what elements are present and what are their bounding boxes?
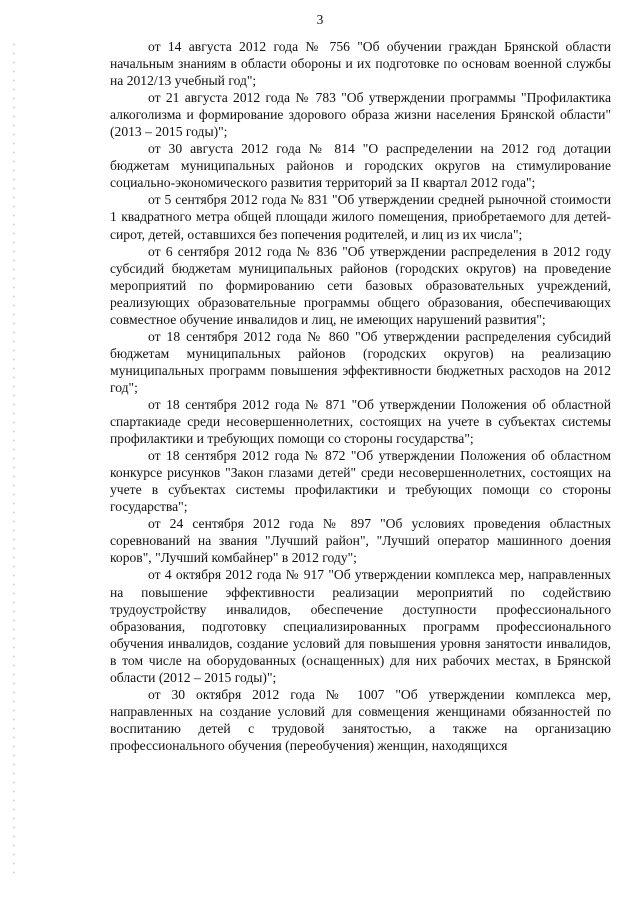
page-number: 3: [316, 12, 324, 27]
decree-item: от 30 августа 2012 года № 814 "О распределении на 2012 год дотации бюджетам муниципальных районов и городских округов на стимулирование социально-экономического развития территорий за II квартал 2012 года";: [110, 141, 611, 191]
decree-item: от 4 октября 2012 года № 917 "Об утверждении комплекса мер, направленных на повышение эффективности реализации мероприятий по содействию трудоустройству инвалидов, обеспечение доступности профессионального образования, подготовку специализированных программ профессионального обучения инвалидов, создание условий для повышения уровня занятости инвалидов, в том числе на оборудованных (оснащенных) для них рабочих местах, в Брянской области (2012 – 2015 годы)";: [110, 567, 611, 685]
decree-item: от 5 сентября 2012 года № 831 "Об утверждении средней рыночной стоимости 1 квадратного метра общей площади жилого помещения, приобретаемого для детей-сирот, детей, оставшихся без попечения родителей, и лиц из их числа";: [110, 192, 611, 242]
decree-item: от 24 сентября 2012 года № 897 "Об условиях проведения областных соревнований на звания "Лучший район", "Лучший оператор машинного доения коров", "Лучший комбайнер" в 2012 году";: [110, 516, 611, 566]
scan-edge-artifact: [12, 40, 16, 880]
decree-item: от 18 сентября 2012 года № 860 "Об утверждении распределения субсидий бюджетам муниципальных районов (городских округов) на реализацию муниципальных программ повышения эффективности бюджетных расходов на 2012 год";: [110, 328, 611, 395]
decree-item: от 30 октября 2012 года № 1007 "Об утверждении комплекса мер, направленных на создание условий для совмещения женщинами обязанностей по воспитанию детей с трудовой занятостью, а также на организацию профессионального обучения (переобучения) женщин, находящихся: [110, 686, 611, 753]
decree-item: от 21 августа 2012 года № 783 "Об утверждении программы "Профилактика алкоголизма и формирование здорового образа жизни населения Брянской области" (2013 – 2015 годы)";: [110, 90, 611, 140]
decree-item: от 18 сентября 2012 года № 872 "Об утверждении Положения об областном конкурсе рисунков "Закон глазами детей" среди несовершеннолетних, состоящих на учете в субъектах системы профилактики и требующих помощи со стороны государства";: [110, 448, 611, 515]
document-body: [110, 38, 611, 754]
decree-item: от 6 сентября 2012 года № 836 "Об утверждении распределения в 2012 году субсидий бюджетам муниципальных районов (городских округов) на проведение мероприятий по формированию сети базовых образовательных учреждений, реализующих образовательные программы общего образования, обеспечивающих совместное обучение инвалидов и лиц, не имеющих нарушений развития";: [110, 243, 611, 327]
decree-item: от 18 сентября 2012 года № 871 "Об утверждении Положения об областной спартакиаде среди несовершеннолетних, состоящих на учете в субъектах системы профилактики и требующих помощи со стороны государства";: [110, 396, 611, 447]
decree-item: от 14 августа 2012 года № 756 "Об обучении граждан Брянской области начальным знаниям в области обороны и их подготовке по основам военной службы на 2012/13 учебный год";: [110, 39, 611, 89]
